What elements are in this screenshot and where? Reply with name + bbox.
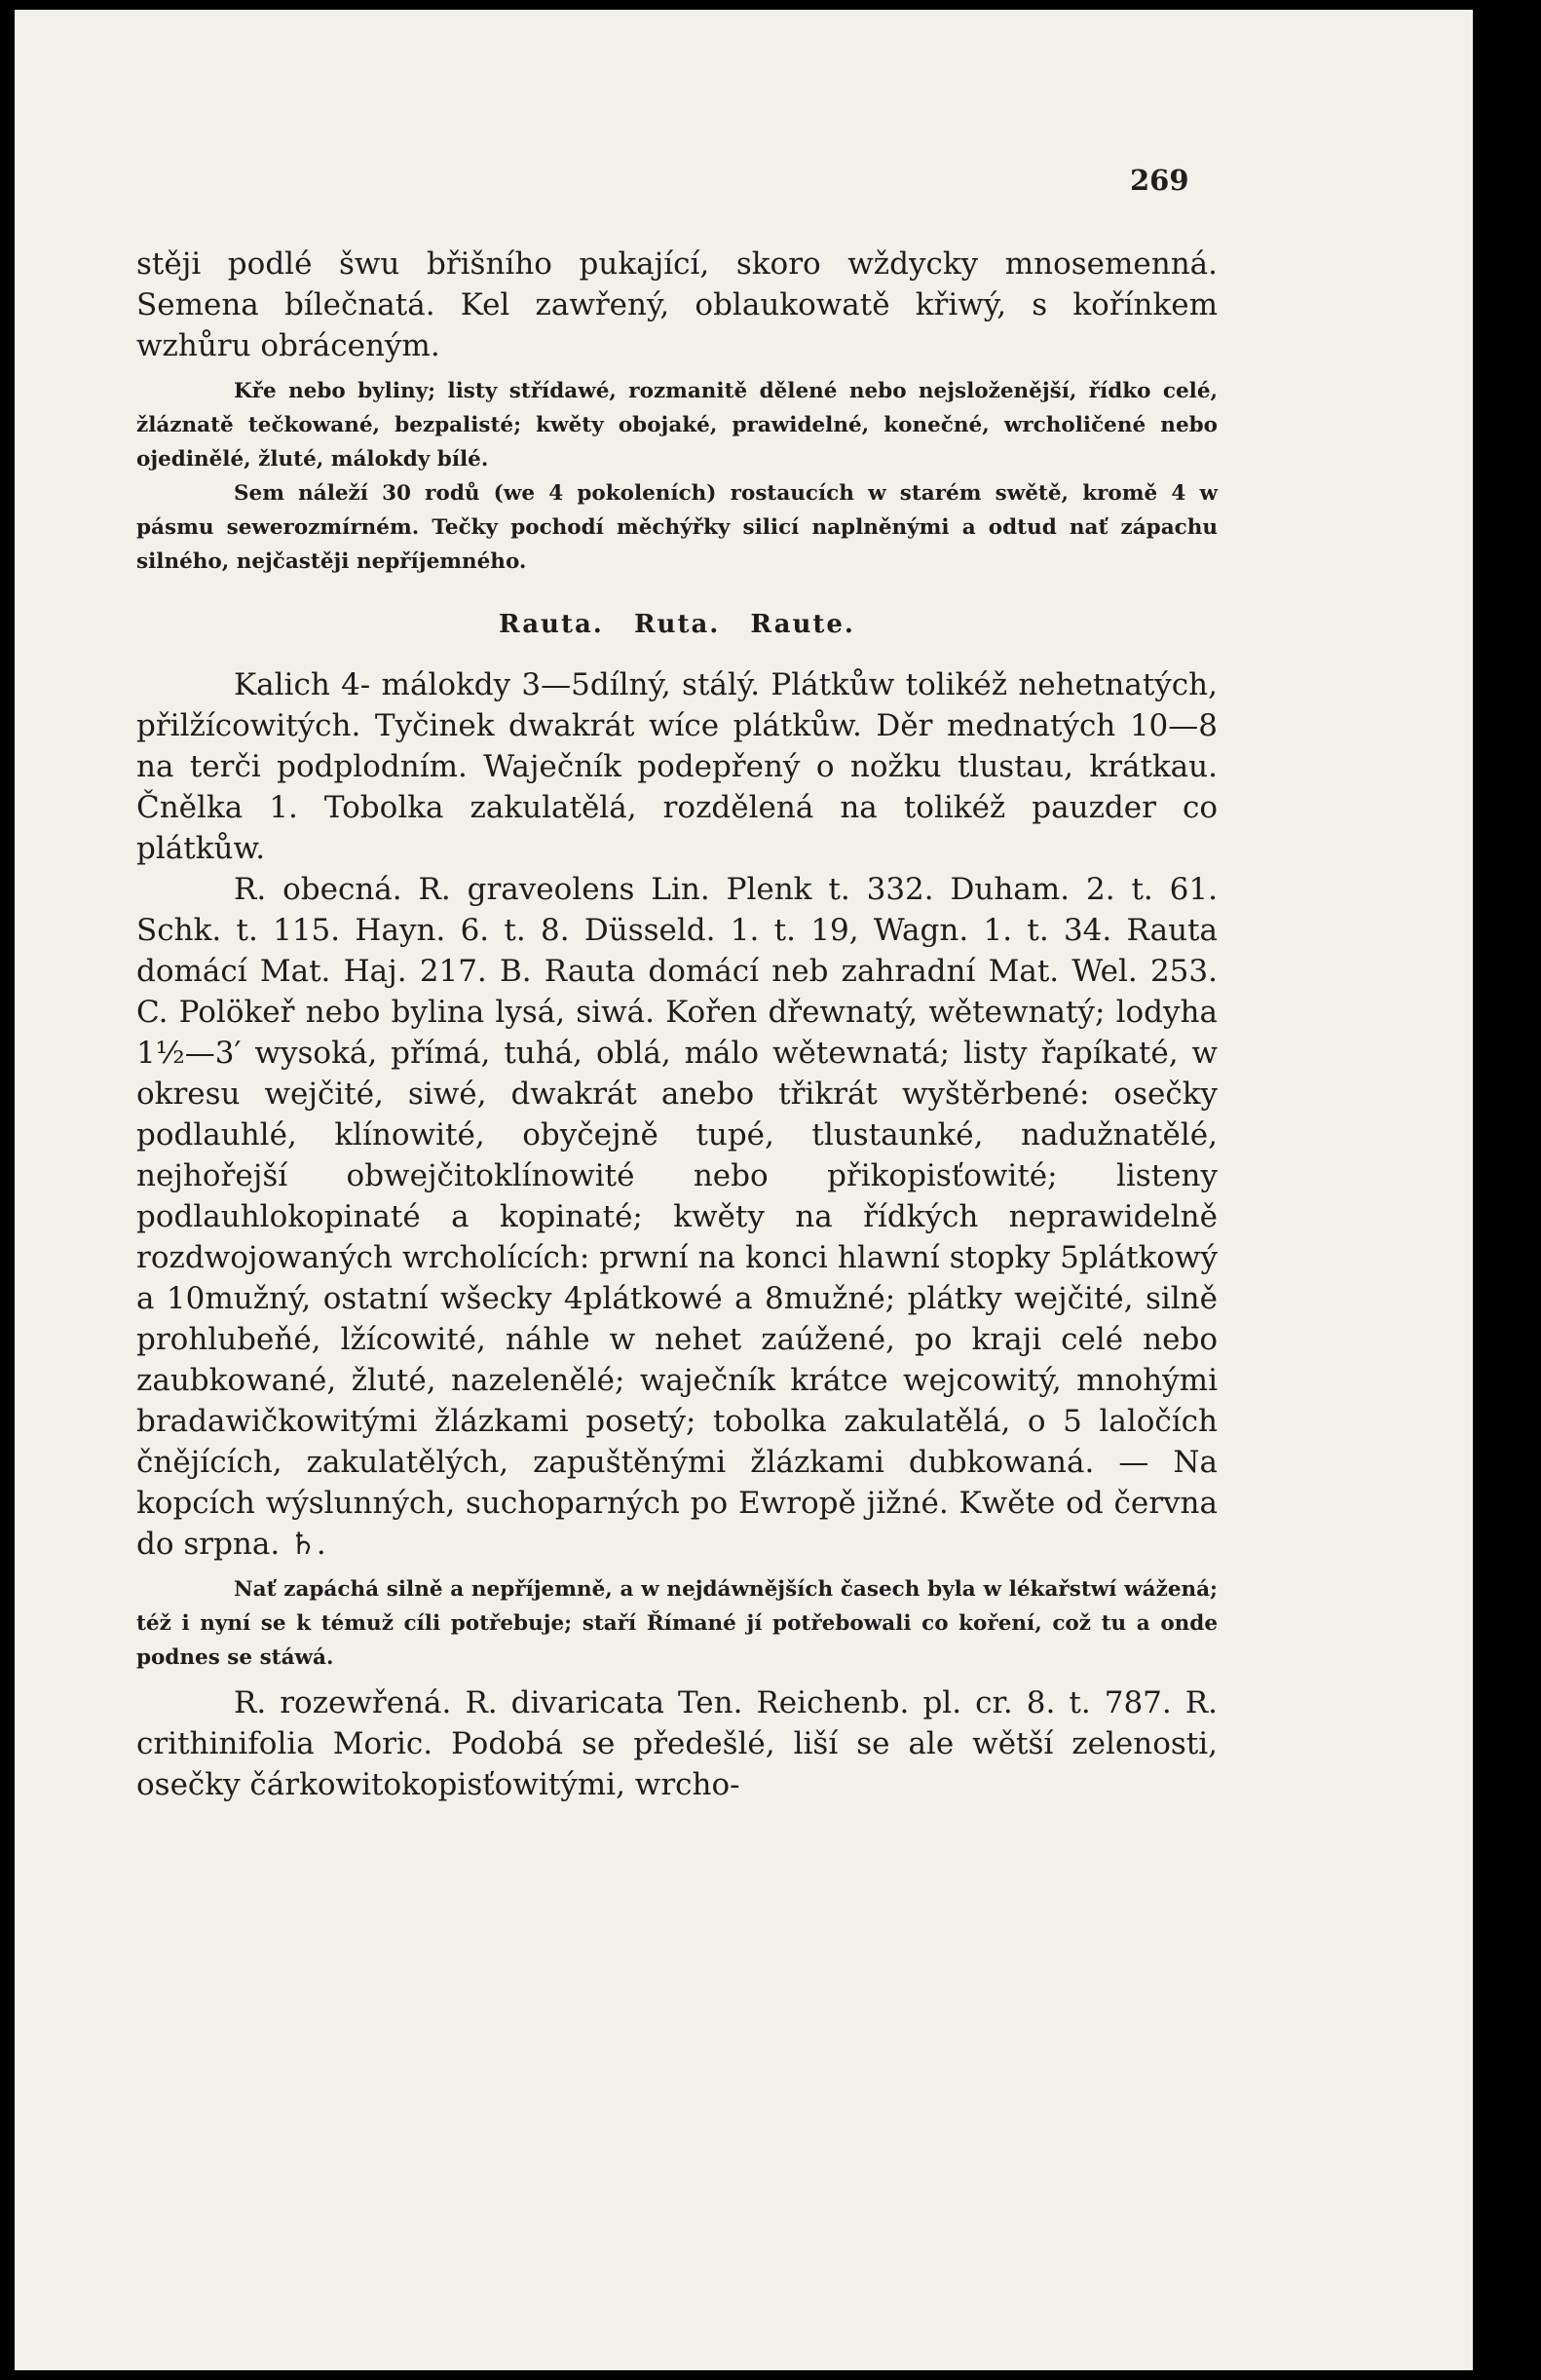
species-2-paragraph: R. rozewřená. R. divaricata Ten. Reichenb. pl. cr. 8. t. 787. R. crithinifolia Moric. Podobá se předešlé, liší se ale wětší zelenosti, osečky čárkowitokopisťowitými, wrcho- bbox=[136, 1685, 1218, 1802]
family-notes-paragraph: Sem náleží 30 rodů (we 4 pokoleních) rostaucích w starém swětě, kromě 4 w pásmu sewerozmírném. Tečky pochodí měchýřky silicí naplněnými a odtud nať zápachu silného, nejčastěji nepříjemného. bbox=[136, 481, 1218, 574]
genus-heading-czech: Rauta. bbox=[499, 610, 604, 639]
book-page bbox=[15, 10, 1473, 2370]
genus-heading-german: Raute. bbox=[750, 610, 855, 639]
genus-heading bbox=[136, 610, 1218, 639]
page-number: 269 bbox=[1130, 164, 1189, 197]
species-1-note-paragraph: Nať zapáchá silně a nepříjemně, a w nejdáwnějších časech byla w lékařstwí wážená; též i nyní se k témuž cíli potřebuje; staří Římané jí potřebowali co koření, což tu a onde podnes se stáwá. bbox=[136, 1577, 1218, 1670]
genus-heading-latin: Ruta. bbox=[633, 610, 721, 639]
intro-paragraph: stěji podlé šwu břišního pukající, skoro wždycky mnosemenná. Semena bílečnatá. Kel zawřený, oblaukowatě křiwý, s kořínkem wzhůru obráceným. bbox=[136, 246, 1218, 363]
species-1-paragraph: R. obecná. R. graveolens Lin. Plenk t. 332. Duham. 2. t. 61. Schk. t. 115. Hayn. 6. t. 8. Düsseld. 1. t. 19, Wagn. 1. t. 34. Rauta domácí Mat. Haj. 217. B. Rauta domácí neb zahradní Mat. Wel. 253. C. Polökeř nebo bylina lysá, siwá. Kořen dřewnatý, wětewnatý; lodyha 1½—3′ wysoká, přímá, tuhá, oblá, málo wětewnatá; listy řapíkaté, w okresu wejčité, siwé, dwakrát anebo třikrát wyštěrbené: osečky podlauhlé, klínowité, obyčejně tupé, tlustaunké, nadužnatělé, nejhořejší obwejčitoklínowité nebo přikopisťowité; listeny podlauhlokopinaté a kopinaté; kwěty na řídkých neprawidelně rozdwojowaných wrcholících: prwní na konci hlawní stopky 5plátkowý a 10mužný, ostatní wšecky 4plátkowé a 8mužné; plátky wejčité, silně prohlubeňé, lžícowité, náhle w nehet zaúžené, po kraji celé nebo zaubkowané, žluté, nazelenělé; waječník krátce wejcowitý, mnohými bradawičkowitými žlázkami posetý; tobolka zakulatělá, o 5 laločích čnějících, zakulatělých, zapuštěnými žlázkami dubkowaná. — Na kopcích wýslunných, suchoparných po Ewropě jižné. Kwěte od června do srpna. ♄. bbox=[136, 872, 1218, 1562]
family-description-paragraph: Kře nebo byliny; listy střídawé, rozmanitě dělené nebo nejsloženější, řídko celé, žláznatě tečkowané, bezpalisté; kwěty obojaké, prawidelné, konečné, wrcholičené nebo ojedinělé, žluté, málokdy bílé. bbox=[136, 379, 1218, 472]
genus-description-paragraph: Kalich 4- málokdy 3—5dílný, stálý. Plátkůw tolikéž nehetnatých, přilžícowitých. Tyčinek dwakrát wíce plátkůw. Děr mednatých 10—8 na terči podplodním. Waječník podepřený o nožku tlustau, krátkau. Čnělka 1. Tobolka zakulatělá, rozdělená na tolikéž pauzder co plátkůw. bbox=[136, 667, 1218, 866]
page-text-block bbox=[136, 244, 1218, 1805]
